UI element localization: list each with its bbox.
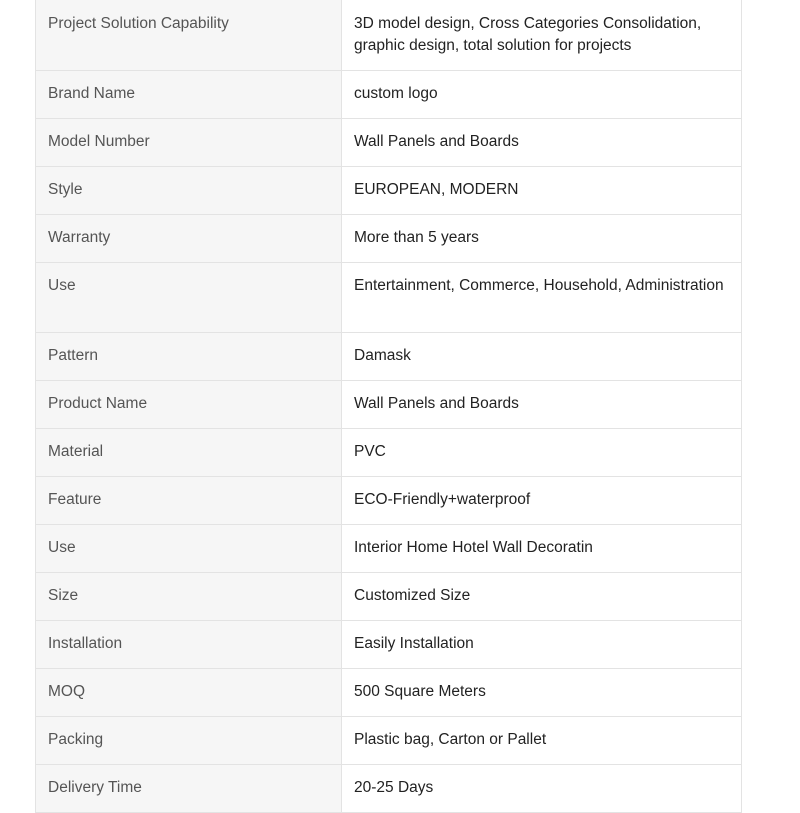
spec-label: Use xyxy=(36,524,342,572)
spec-table-container xyxy=(35,0,742,813)
spec-label: Installation xyxy=(36,620,342,668)
spec-label: Packing xyxy=(36,716,342,764)
table-row xyxy=(36,70,742,118)
spec-label: Product Name xyxy=(36,380,342,428)
spec-label: Model Number xyxy=(36,118,342,166)
spec-label: MOQ xyxy=(36,668,342,716)
spec-label: Size xyxy=(36,572,342,620)
spec-label: Warranty xyxy=(36,214,342,262)
spec-value: 500 Square Meters xyxy=(342,668,742,716)
table-row xyxy=(36,716,742,764)
table-row xyxy=(36,476,742,524)
table-row xyxy=(36,118,742,166)
spec-value: Easily Installation xyxy=(342,620,742,668)
spec-label: Project Solution Capability xyxy=(36,0,342,70)
table-row xyxy=(36,380,742,428)
table-row xyxy=(36,0,742,70)
spec-value: EUROPEAN, MODERN xyxy=(342,166,742,214)
spec-label: Style xyxy=(36,166,342,214)
spec-value: Entertainment, Commerce, Household, Administration xyxy=(342,262,742,332)
spec-value: ECO-Friendly+waterproof xyxy=(342,476,742,524)
spec-label: Material xyxy=(36,428,342,476)
table-row xyxy=(36,572,742,620)
table-row xyxy=(36,524,742,572)
table-row xyxy=(36,620,742,668)
spec-value: Wall Panels and Boards xyxy=(342,380,742,428)
table-row xyxy=(36,668,742,716)
spec-label: Use xyxy=(36,262,342,332)
spec-value: Customized Size xyxy=(342,572,742,620)
table-row xyxy=(36,764,742,812)
table-row xyxy=(36,214,742,262)
table-row xyxy=(36,428,742,476)
spec-label: Pattern xyxy=(36,332,342,380)
table-row xyxy=(36,166,742,214)
spec-value: Wall Panels and Boards xyxy=(342,118,742,166)
spec-value: 20-25 Days xyxy=(342,764,742,812)
spec-value: Plastic bag, Carton or Pallet xyxy=(342,716,742,764)
spec-value: 3D model design, Cross Categories Consolidation, graphic design, total solution for projects xyxy=(342,0,742,70)
product-spec-table xyxy=(35,0,742,813)
spec-value: PVC xyxy=(342,428,742,476)
spec-value: Interior Home Hotel Wall Decoratin xyxy=(342,524,742,572)
spec-label: Brand Name xyxy=(36,70,342,118)
spec-label: Delivery Time xyxy=(36,764,342,812)
spec-label: Feature xyxy=(36,476,342,524)
table-row xyxy=(36,262,742,332)
spec-value: custom logo xyxy=(342,70,742,118)
table-row xyxy=(36,332,742,380)
spec-value: Damask xyxy=(342,332,742,380)
spec-value: More than 5 years xyxy=(342,214,742,262)
